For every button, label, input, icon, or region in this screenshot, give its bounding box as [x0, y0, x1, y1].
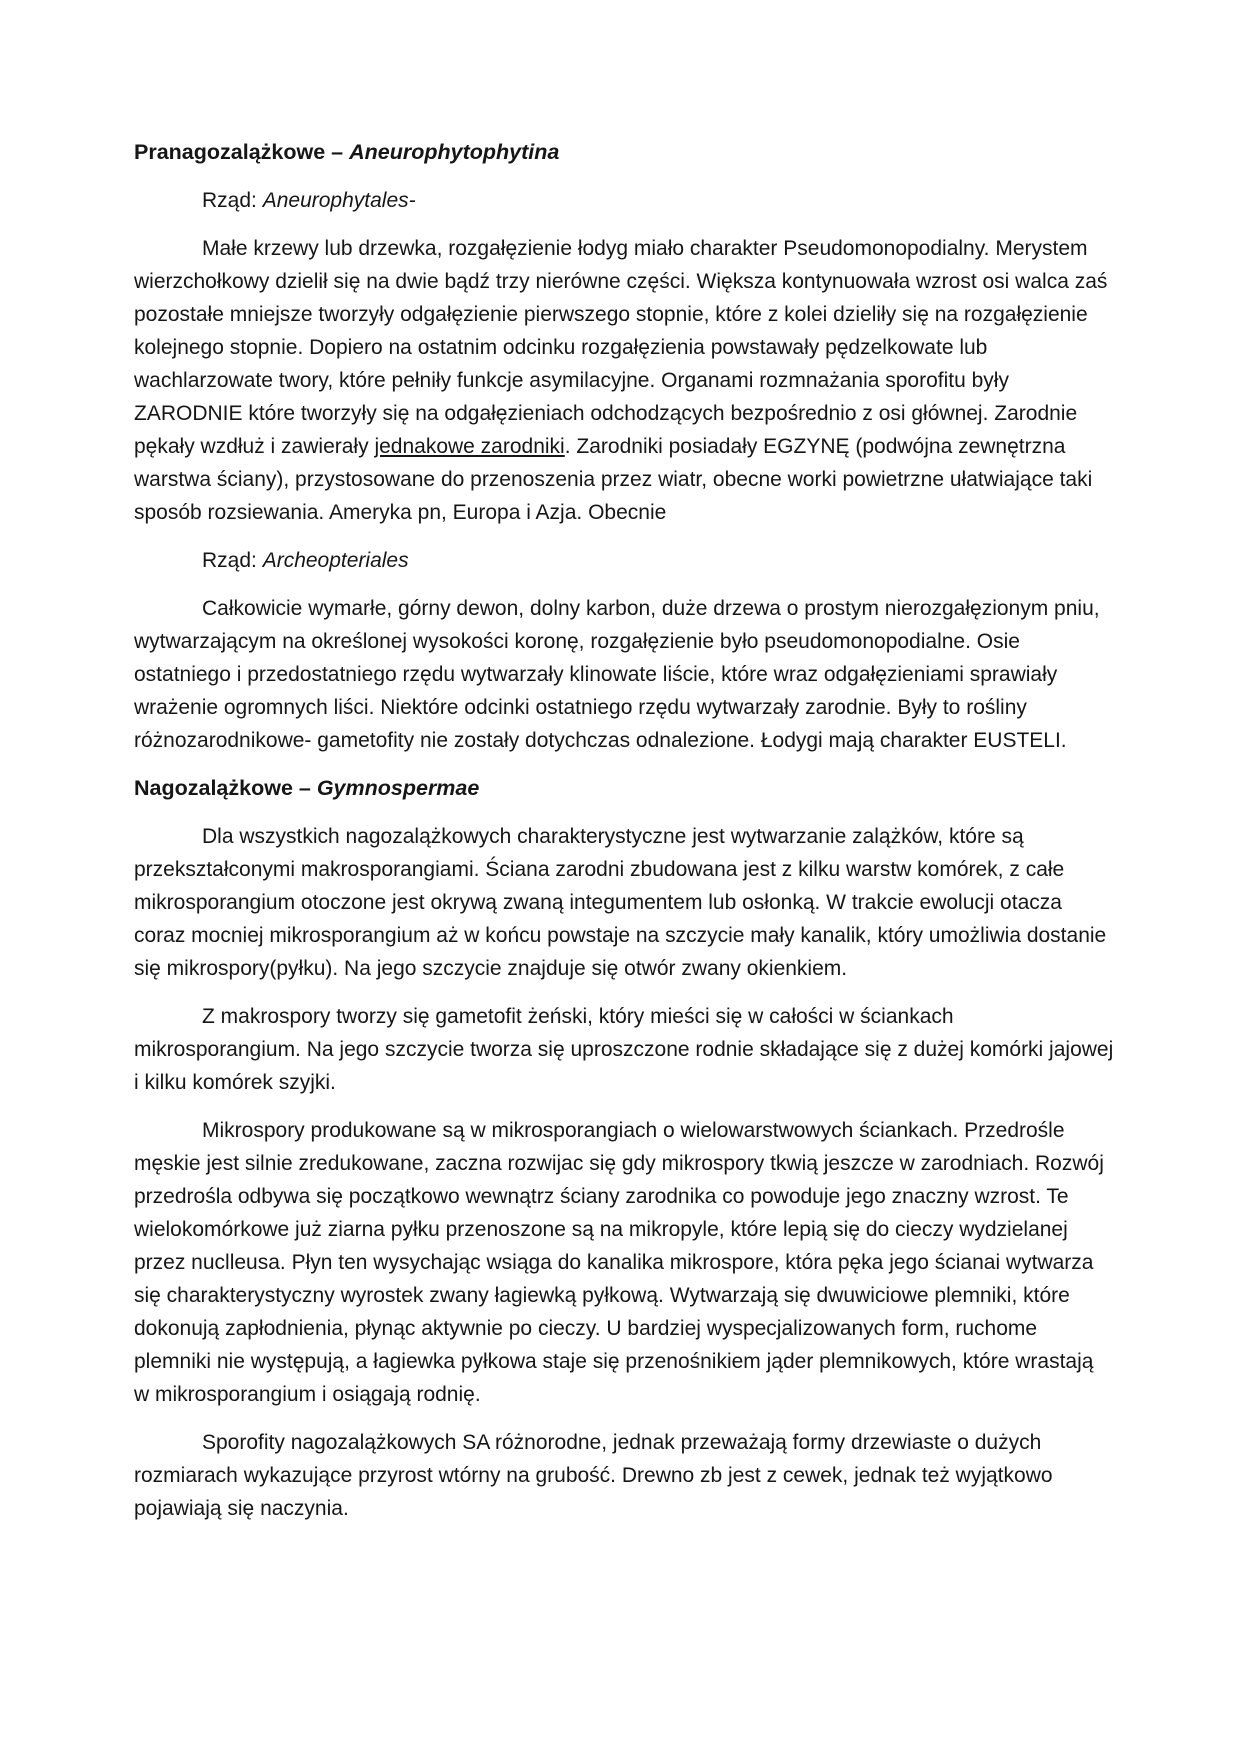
document-body: [134, 136, 1114, 1525]
text-run: Nagozalążkowe –: [134, 776, 317, 800]
subheading-rzad-aneurophytales: [134, 184, 1114, 217]
text-run: Małe krzewy lub drzewka, rozgałęzienie łodyg miało charakter Pseudomonopodialny. Merystem wierzchołkowy dzielił się na dwie bądź trzy nierówne części. Większa kontynuowała wzrost osi walca zaś pozostałe mniejsze tworzyły odgałęzienie pierwszego stopnie, które z kolei dzieliły się na rozgałęzienie kolejnego stopnie. Dopiero na ostatnim odcinku rozgałęzienia powstawały pędzelkowate lub wachlarzowate twory, które pełniły funkcje asymilacyjne. Organami rozmnażania sporofitu były ZARODNIE które tworzyły się na odgałęzieniach odchodzących bezpośrednio z osi głównej. Zarodnie pękały wzdłuż i zawierały: [134, 237, 1108, 458]
paragraph-makrospora: [134, 1000, 1114, 1099]
paragraph-mikrospory: [134, 1114, 1114, 1411]
text-run: Aneurophytales-: [262, 189, 416, 212]
text-run: . Zarodniki posiadały EGZYNĘ (podwójna zewnętrzna warstwa ściany), przystosowane do przenoszenia przez wiatr, obecne worki powietrzne ułatwiające taki sposób rozsiewania. Ameryka pn, Europa i Azja. Obecnie: [134, 435, 1093, 524]
text-run: Dla wszystkich nagozalążkowych charakterystyczne jest wytwarzanie zalążków, które są przekształconymi makrosporangiami. Ściana zarodni zbudowana jest z kilku warstw komórek, z całe mikrosporangium otoczone jest okrywą zwaną integumentem lub osłonką. W trakcie ewolucji otacza coraz mocniej mikrosporangium aż w końcu powstaje na szczycie mały kanalik, który umożliwia dostanie się mikrospory(pyłku). Na jego szczycie znajduje się otwór zwany okienkiem.: [134, 825, 1107, 980]
text-run: Archeopteriales: [262, 549, 409, 572]
text-run: Aneurophytophytina: [349, 140, 560, 164]
heading-pranagozalazkowe: [134, 136, 1114, 169]
subheading-rzad-archeopteriales: [134, 544, 1114, 577]
heading-nagozalazkowe: [134, 772, 1114, 805]
text-run: jednakowe zarodniki: [374, 435, 565, 458]
text-run: Sporofity nagozalążkowych SA różnorodne, jednak przeważają formy drzewiaste o dużych rozmiarach wykazujące przyrost wtórny na grubość. Drewno zb jest z cewek, jednak też wyjątkowo pojawiają się naczynia.: [134, 1431, 1053, 1520]
text-run: Pranagozalążkowe –: [134, 140, 350, 164]
text-run: Rząd:: [202, 189, 263, 212]
paragraph-aneurophytales-opis: [134, 232, 1114, 529]
paragraph-zalazki: [134, 820, 1114, 985]
text-run: Rząd:: [202, 549, 263, 572]
text-run: Mikrospory produkowane są w mikrosporangiach o wielowarstwowych ściankach. Przedrośle męskie jest silnie zredukowane, zaczna rozwijac się gdy mikrospory tkwią jeszcze w zarodniach. Rozwój przedrośla odbywa się początkowo wewnątrz ściany zarodnika co powoduje jego znaczny wzrost. Te wielokomórkowe już ziarna pyłku przenoszone są na mikropyle, które lepią się do cieczy wydzielanej przez nuclleusa. Płyn ten wysychając wsiąga do kanalika mikrospore, która pęka jego ścianai wytwarza się charakterystyczny wyrostek zwany łagiewką pyłkową. Wytwarzają się dwuwiciowe plemniki, które dokonują zapłodnienia, płynąc aktywnie po cieczy. U bardziej wyspecjalizowanych form, ruchome plemniki nie występują, a łagiewka pyłkowa staje się przenośnikiem jąder plemnikowych, które wrastają w mikrosporangium i osiągają rodnię.: [134, 1119, 1104, 1406]
paragraph-archeopteriales-opis: [134, 592, 1114, 757]
paragraph-sporofity: [134, 1426, 1114, 1525]
text-run: Z makrospory tworzy się gametofit żeński, który mieści się w całości w ściankach mikrosporangium. Na jego szczycie tworza się uproszczone rodnie składające się z dużej komórki jajowej i kilku komórek szyjki.: [134, 1005, 1114, 1094]
text-run: Gymnospermae: [316, 776, 480, 800]
text-run: Całkowicie wymarłe, górny dewon, dolny karbon, duże drzewa o prostym nierozgałęzionym pniu, wytwarzającym na określonej wysokości koronę, rozgałęzienie było pseudomonopodialne. Osie ostatniego i przedostatniego rzędu wytwarzały klinowate liście, które wraz odgałęzieniami sprawiały wrażenie ogromnych liści. Niektóre odcinki ostatniego rzędu wytwarzały zarodnie. Były to rośliny różnozarodnikowe- gametofity nie zostały dotychczas odnalezione. Łodygi mają charakter EUSTELI.: [134, 597, 1100, 752]
